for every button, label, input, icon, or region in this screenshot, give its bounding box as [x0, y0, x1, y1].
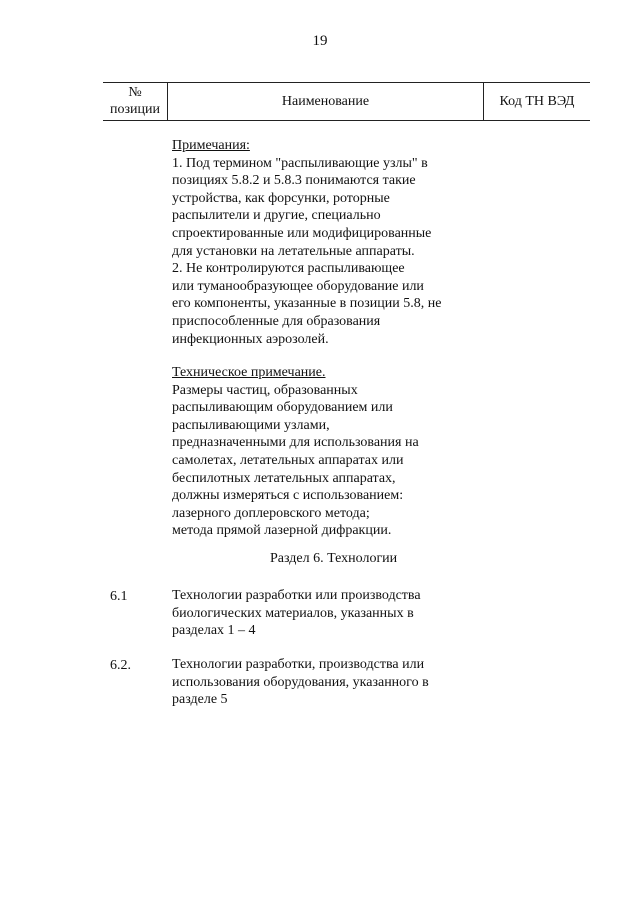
page-number: 19 [312, 33, 328, 49]
item-line: разделе 5 [172, 692, 228, 708]
code-label: Код ТН ВЭД [499, 93, 575, 109]
tech-note-line: метода прямой лазерной дифракции. [172, 523, 392, 539]
item-line: биологических материалов, указанных в [172, 605, 414, 621]
notes-line: его компоненты, указанные в позиции 5.8, не [172, 296, 442, 312]
tech-note-line: лазерного доплеровского метода; [172, 505, 370, 521]
position-column-header [103, 83, 168, 120]
notes-block [172, 137, 441, 348]
item-line: разделах 1 – 4 [172, 623, 256, 639]
tech-note-block [172, 364, 419, 540]
tech-note-line: Размеры частиц, образованных [172, 382, 358, 398]
tech-note-line: должны измеряться с использованием: [172, 488, 404, 504]
section-heading: Раздел 6. Технологии [270, 551, 398, 566]
name-label: Наименование [281, 93, 370, 109]
item-number: 6.1 [110, 589, 128, 604]
item-description [172, 656, 429, 709]
position-symbol: № [128, 85, 142, 100]
notes-line: или туманообразующее оборудование или [172, 278, 424, 294]
tech-note-line: предназначенными для использования на [172, 435, 419, 451]
item-line: использования оборудования, указанного в [172, 674, 429, 690]
notes-line: спроектированные или модифицированные [172, 225, 432, 241]
tech-note-title: Техническое примечание. [172, 365, 326, 380]
notes-title: Примечания: [172, 138, 250, 153]
tech-note-line: распыливающим оборудованием или [172, 400, 393, 416]
item-line: Технологии разработки или производства [172, 588, 421, 603]
tech-note-line: распыливающими узлами, [172, 417, 330, 433]
name-column-header [168, 83, 484, 120]
notes-line: 1. Под термином "распыливающие узлы" в [172, 155, 428, 171]
tech-note-line: беспилотных летательных аппаратах, [172, 470, 396, 486]
notes-line: для установки на летательные аппараты. [172, 243, 415, 259]
code-column-header [484, 83, 590, 120]
item-description [172, 587, 421, 640]
notes-line: 2. Не контролируются распыливающее [172, 261, 405, 277]
table-header [103, 82, 590, 121]
item-number: 6.2. [110, 658, 131, 673]
notes-line: распылители и другие, специально [172, 208, 381, 224]
notes-line: позициях 5.8.2 и 5.8.3 понимаются такие [172, 173, 416, 189]
position-label: позиции [110, 102, 160, 117]
notes-line: устройства, как форсунки, роторные [172, 190, 390, 206]
tech-note-line: самолетах, летательных аппаратах или [172, 452, 404, 468]
notes-line: инфекционных аэрозолей. [172, 331, 329, 347]
item-line: Технологии разработки, производства или [172, 657, 425, 672]
notes-line: приспособленные для образования [172, 313, 381, 329]
